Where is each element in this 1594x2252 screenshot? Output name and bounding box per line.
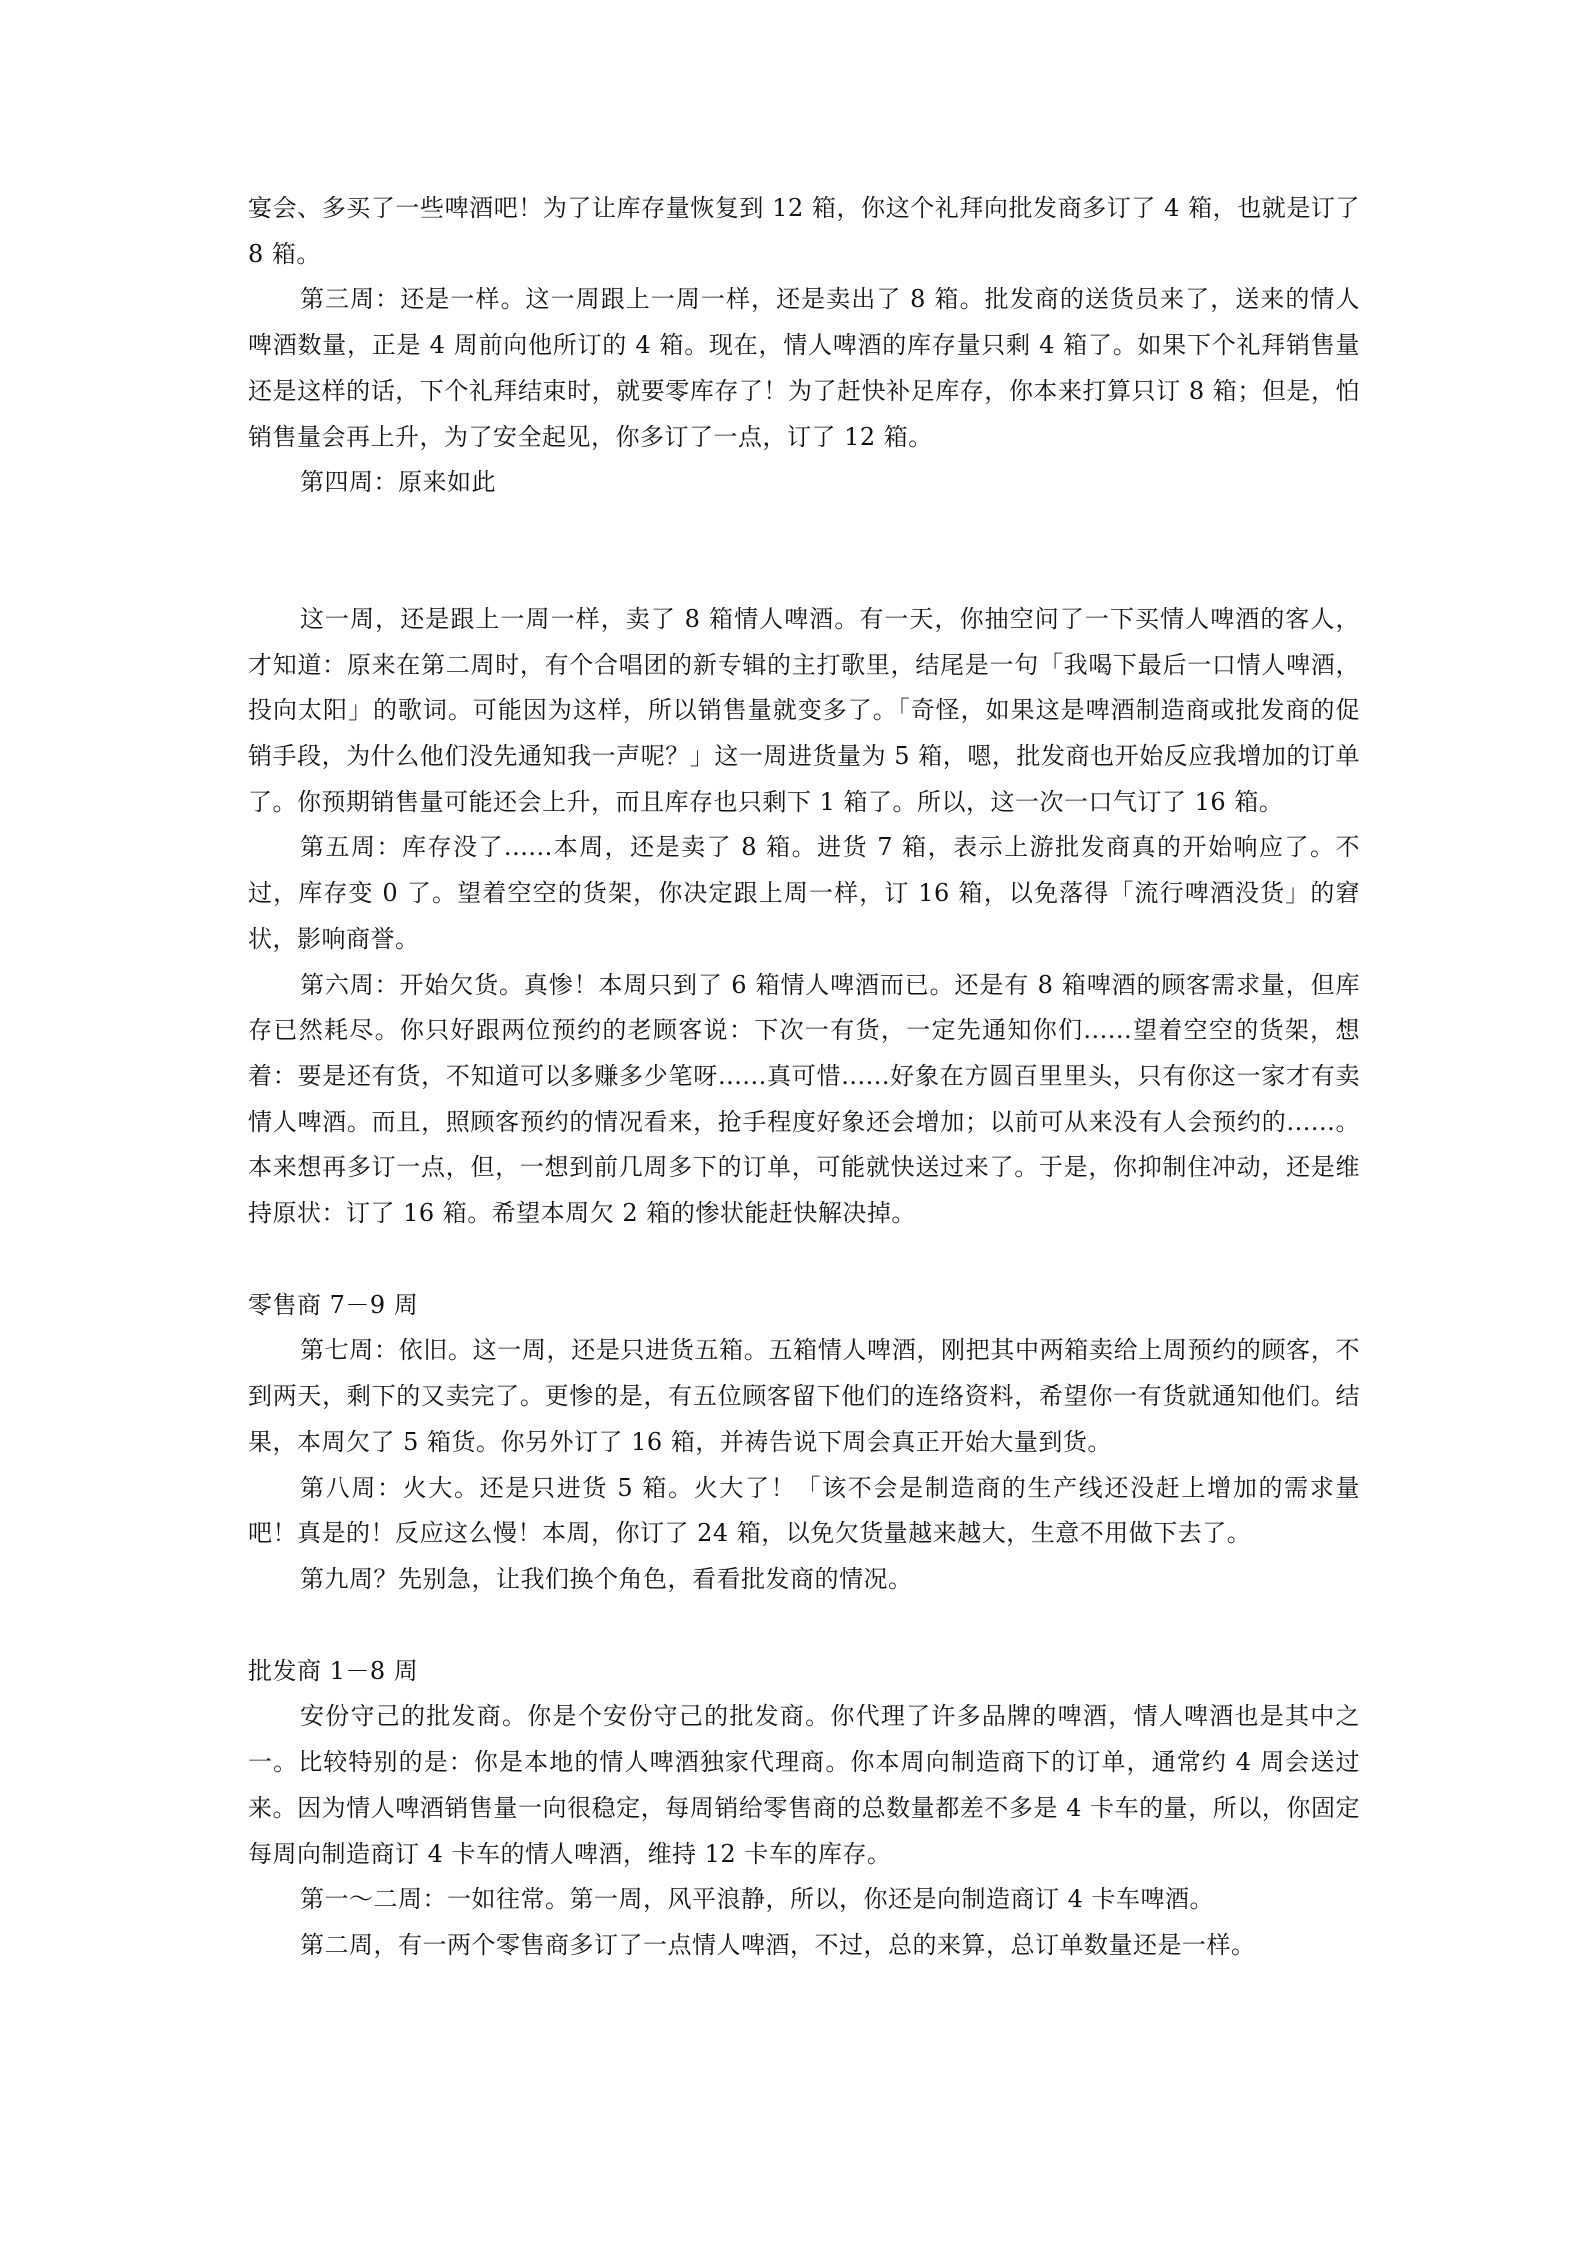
heading-week4: 第四周：原来如此 [300, 468, 496, 497]
paragraph-week9: 第九周？先别急，让我们换个角色，看看批发商的情况。 [300, 1564, 913, 1593]
paragraph-week4: 这一周，还是跟上一周一样，卖了 8 箱情人啤酒。有一天，你抽空问了一下买情人啤酒的客人，才知道：原来在第二周时，有个合唱团的新专辑的主打歌里，结尾是一句「我喝下最后一口情人啤酒，投向太阳」的歌词。可能因为这样，所以销售量就变多了。「奇怪，如果这是啤酒制造商或批发商的促销手段，为什么他们没先通知我一声呢？」这一周进货量为 5 箱，嗯，批发商也开始反应我增加的订单了。你预期销售量可能还会上升，而且库存也只剩下 1 箱了。所以，这一次一口气订了 16 箱。 [248, 604, 1360, 816]
document-page [248, 186, 1360, 1969]
paragraph-week3: 第三周：还是一样。这一周跟上一周一样，还是卖出了 8 箱。批发商的送货员来了，送来的情人啤酒数量，正是 4 周前向他所订的 4 箱。现在，情人啤酒的库存量只剩 4 箱了。如果下个礼拜销售量还是这样的话，下个礼拜结束时，就要零库存了！为了赶快补足库存，你本来打算只订 8 箱；但是，怕销售量会再上升，为了安全起见，你多订了一点，订了 12 箱。 [248, 285, 1360, 451]
paragraph-wholesaler-intro: 安份守己的批发商。你是个安份守己的批发商。你代理了许多品牌的啤酒，情人啤酒也是其中之一。比较特别的是：你是本地的情人啤酒独家代理商。你本周向制造商下的订单，通常约 4 周会送过来。因为情人啤酒销售量一向很稳定，每周销给零售商的总数量都差不多是 4 卡车的量，所以，你固定每周向制造商订 4 卡车的情人啤酒，维持 12 卡车的库存。 [248, 1702, 1360, 1868]
paragraph-week6: 第六周：开始欠货。真惨！本周只到了 6 箱情人啤酒而已。还是有 8 箱啤酒的顾客需求量，但库存已然耗尽。你只好跟两位预约的老顾客说：下次一有货，一定先通知你们......望着空空的货架，想着：要是还有货，不知道可以多赚多少笔呀......真可惜......好象在方圆百里里头，只有你这一家才有卖情人啤酒。而且，照顾客预约的情况看来，抢手程度好象还会增加；以前可从来没有人会预约的......。本来想再多订一点，但，一想到前几周多下的订单，可能就快送过来了。于是，你抑制住冲动，还是维持原状：订了 16 箱。希望本周欠 2 箱的惨状能赶快解决掉。 [248, 970, 1360, 1228]
section-heading-retailer: 零售商 7－9 周 [248, 1290, 419, 1319]
section-heading-wholesaler: 批发商 1－8 周 [248, 1656, 419, 1685]
paragraph-week8: 第八周：火大。还是只进货 5 箱。火大了！「该不会是制造商的生产线还没赶上增加的需求量吧！真是的！反应这么慢！本周，你订了 24 箱，以免欠货量越来越大，生意不用做下去了。 [248, 1473, 1360, 1548]
paragraph-week2-end: 宴会、多买了一些啤酒吧！为了让库存量恢复到 12 箱，你这个礼拜向批发商多订了 4 箱，也就是订了 8 箱。 [248, 194, 1360, 268]
paragraph-wholesaler-week2: 第二周，有一两个零售商多订了一点情人啤酒，不过，总的来算，总订单数量还是一样。 [300, 1930, 1256, 1959]
paragraph-week7: 第七周：依旧。这一周，还是只进货五箱。五箱情人啤酒，刚把其中两箱卖给上周预约的顾客，不到两天，剩下的又卖完了。更惨的是，有五位顾客留下他们的连络资料，希望你一有货就通知他们。结果，本周欠了 5 箱货。你另外订了 16 箱，并祷告说下周会真正开始大量到货。 [248, 1336, 1360, 1456]
paragraph-wholesaler-week1-2: 第一～二周：一如往常。第一周，风平浪静，所以，你还是向制造商订 4 卡车啤酒。 [300, 1885, 1215, 1914]
paragraph-week5: 第五周：库存没了......本周，还是卖了 8 箱。进货 7 箱，表示上游批发商真的开始响应了。不过，库存变 0 了。望着空空的货架，你决定跟上周一样，订 16 箱，以免落得「流行啤酒没货」的窘状，影响商誉。 [248, 833, 1360, 953]
